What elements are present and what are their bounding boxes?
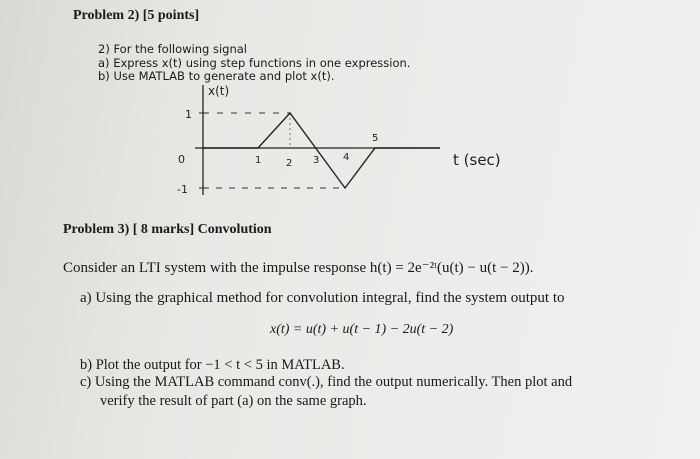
signal-waveform <box>203 113 440 188</box>
problem-3-intro: Consider an LTI system with the impulse response h(t) = 2e⁻²ᵗ(u(t) − u(t − 2)). <box>63 260 534 276</box>
x-tick-label-2: 2 <box>286 158 293 169</box>
x-tick-label-3: 3 <box>313 155 320 166</box>
y-tick-label-0: 0 <box>178 153 185 166</box>
problem-2-intro: 2) For the following signal <box>98 42 247 56</box>
problem-3-part-b: b) Plot the output for −1 < t < 5 in MATLAB. <box>80 357 345 373</box>
problem-3-input-equation: x(t) = u(t) + u(t − 1) − 2u(t − 2) <box>270 322 454 337</box>
problem-3-part-c: c) Using the MATLAB command conv(.), find the output numerically. Then plot and <box>80 374 573 390</box>
problem-3-part-a: a) Using the graphical method for convolution integral, find the system output to <box>80 290 565 306</box>
x-tick-label-1: 1 <box>255 155 262 166</box>
x-axis-label: t (sec) <box>453 151 501 169</box>
x-tick-label-5: 5 <box>372 133 379 144</box>
problem-3-title: Problem 3) [ 8 marks] Convolution <box>63 222 272 237</box>
y-tick-label-minus-1: -1 <box>177 183 188 196</box>
problem-3-part-c-continued: verify the result of part (a) on the same graph. <box>100 393 367 409</box>
problem-2-part-b: b) Use MATLAB to generate and plot x(t). <box>98 69 335 83</box>
y-axis-label: x(t) <box>208 84 230 98</box>
problem-2-title: Problem 2) [5 points] <box>73 8 200 23</box>
x-tick-label-4: 4 <box>343 152 350 163</box>
y-tick-label-1: 1 <box>185 108 192 121</box>
problem-2-part-a: a) Express x(t) using step functions in one expression. <box>98 56 411 70</box>
